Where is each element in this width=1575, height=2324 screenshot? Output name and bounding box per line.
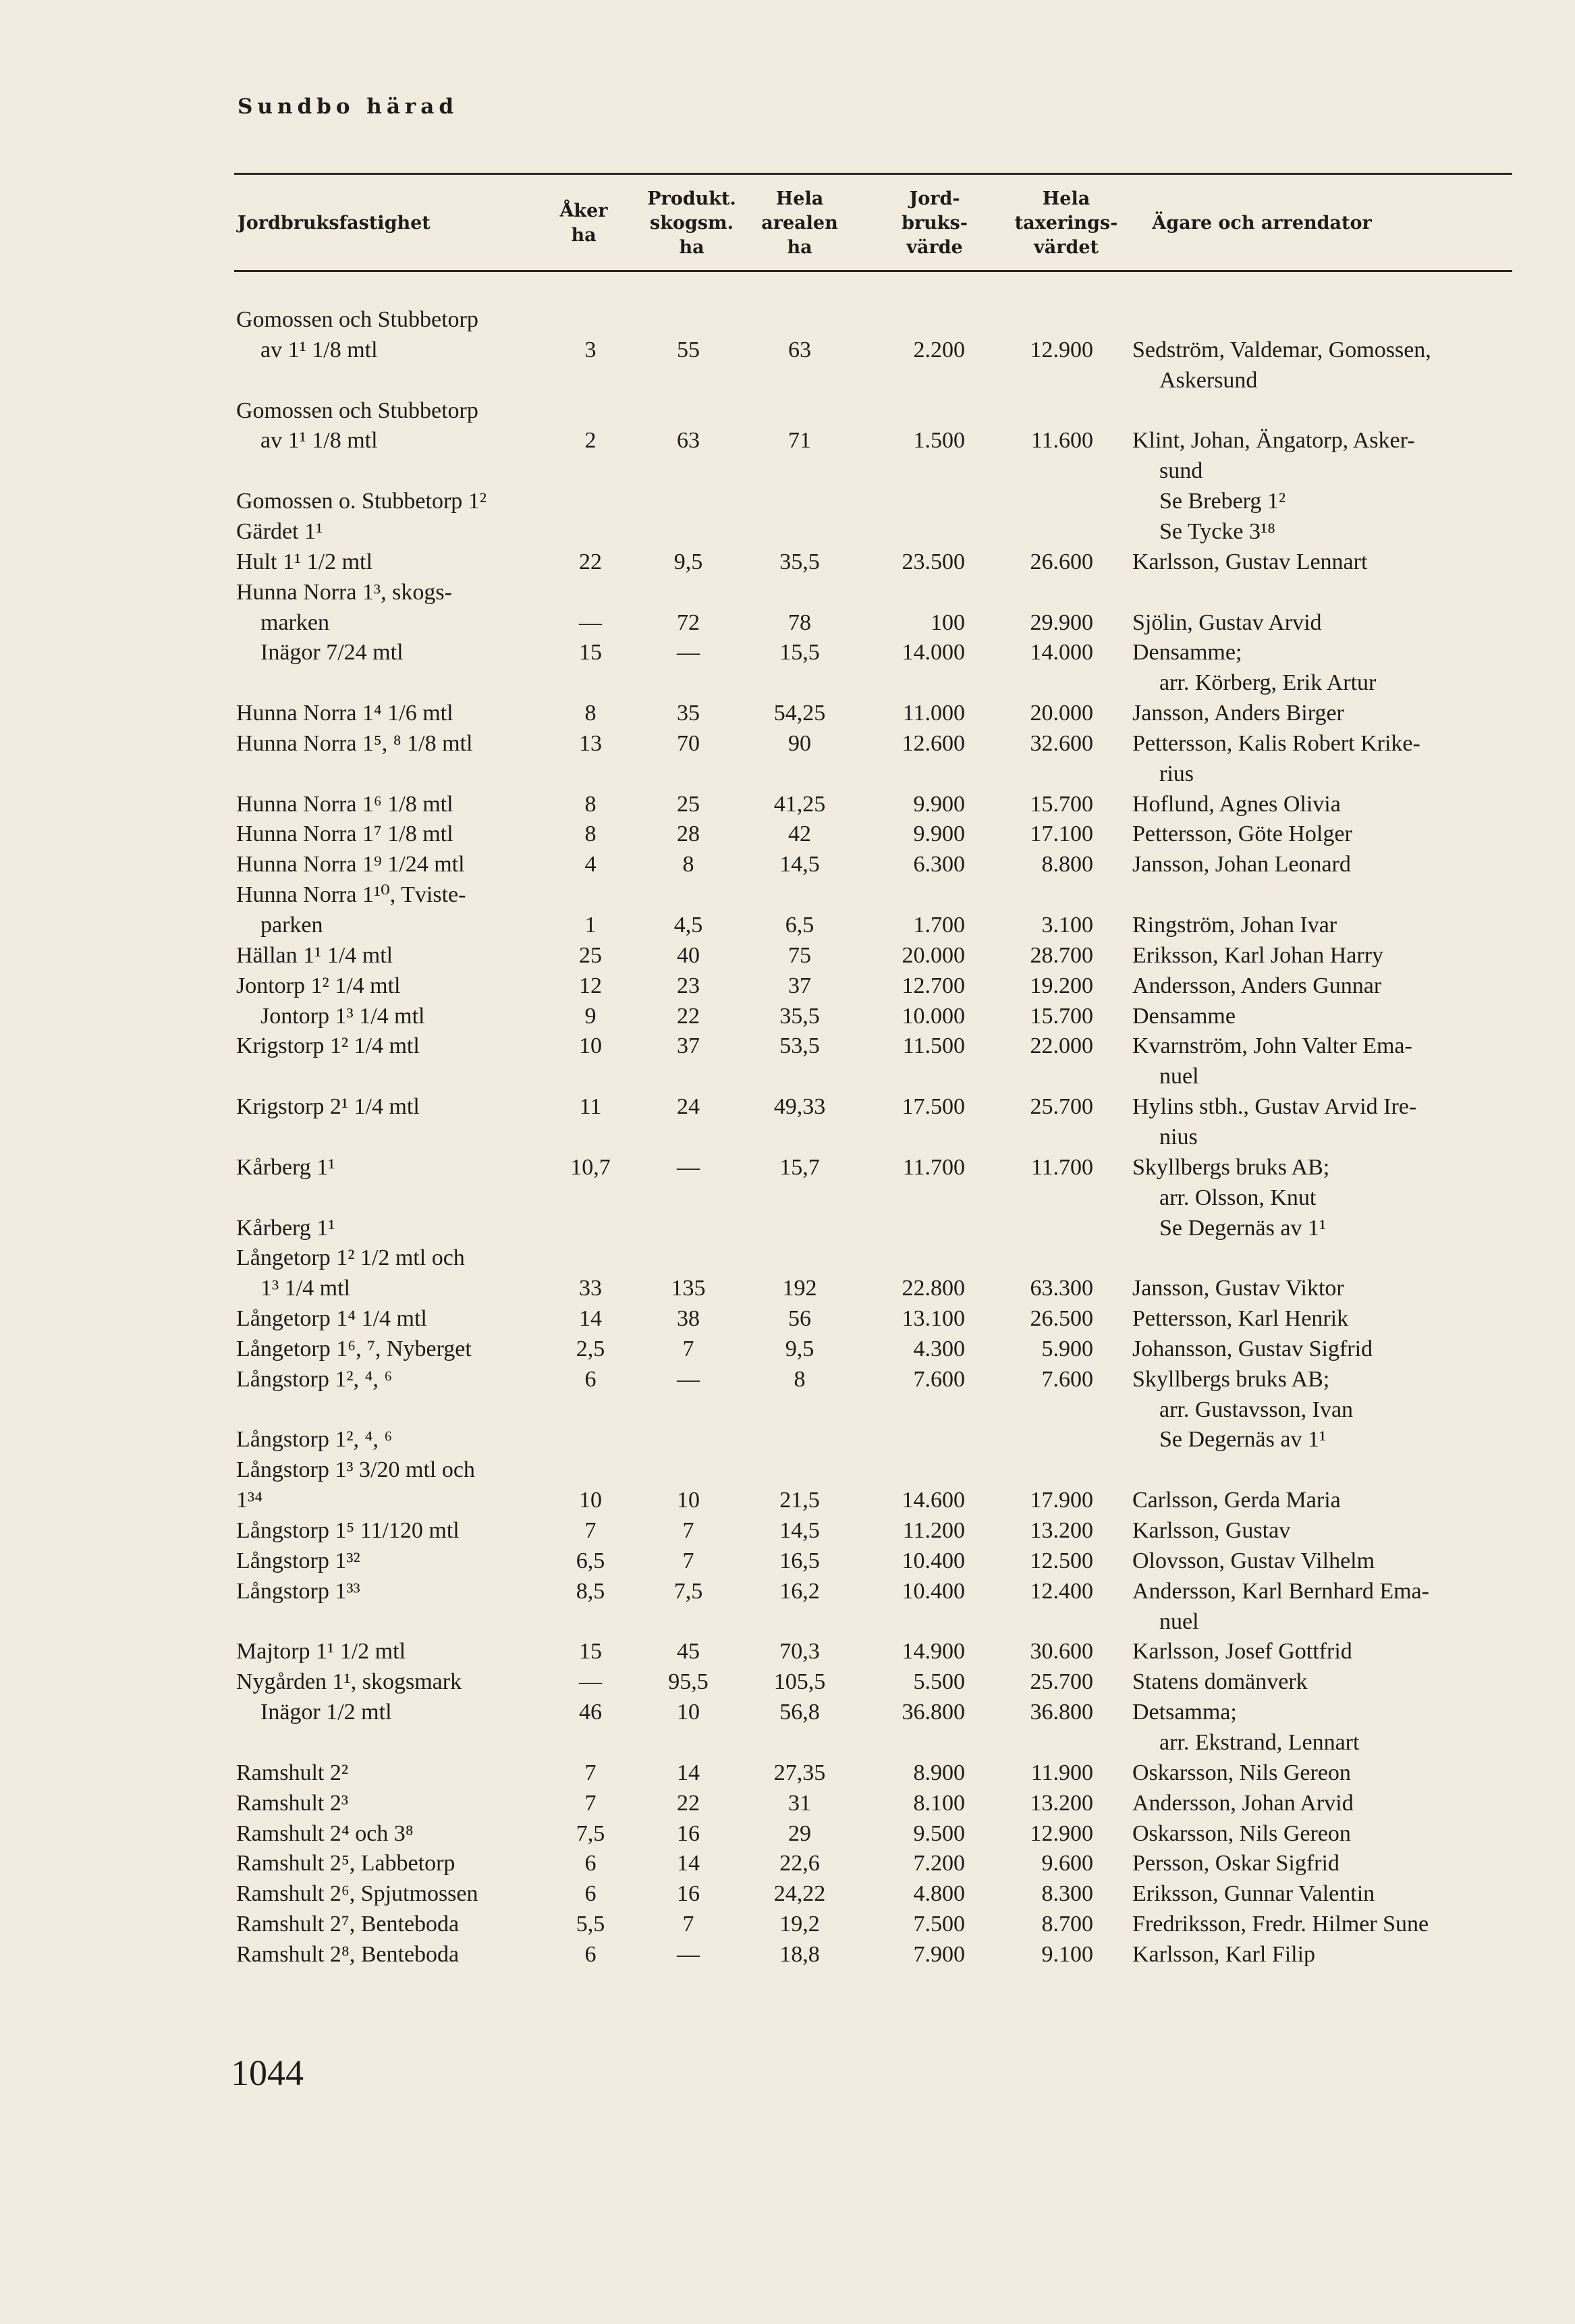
skog-cell: 63: [677, 428, 700, 454]
jv-cell: 23.500: [902, 549, 965, 574]
aker-cell: —: [579, 610, 602, 635]
skog-cell: 55: [677, 337, 700, 362]
property-cell: Långstorp 1³²: [236, 1548, 360, 1573]
jv-cell: 12.600: [902, 730, 965, 756]
property-cell: 1³ 1/4 mtl: [260, 1276, 350, 1301]
skog-cell: 35: [677, 701, 700, 726]
property-cell: parken: [260, 913, 323, 938]
tax-cell: 29.900: [1030, 610, 1093, 635]
areal-cell: 105,5: [773, 1669, 826, 1695]
skog-cell: —: [677, 1366, 700, 1392]
col-header-owner: [1127, 186, 1397, 261]
areal-cell: 192: [782, 1276, 817, 1301]
property-cell: av 1¹ 1/8 mtl: [260, 337, 378, 362]
property-cell: Majtorp 1¹ 1/2 mtl: [236, 1639, 406, 1665]
tax-cell: 28.700: [1030, 942, 1093, 968]
owner-cell: Johansson, Gustav Sigfrid: [1132, 1336, 1373, 1361]
property-cell: Inägor 7/24 mtl: [260, 640, 404, 666]
skog-cell: 16: [677, 1881, 700, 1907]
aker-cell: 1: [584, 913, 597, 938]
property-cell: 1³⁴: [236, 1488, 263, 1513]
owner-cell: Skyllbergs bruks AB;: [1132, 1154, 1330, 1180]
aker-cell: 5,5: [576, 1912, 605, 1937]
col-header-skog-line2: skogsm.: [650, 213, 734, 234]
areal-cell: 29: [788, 1820, 811, 1846]
property-cell: Ramshult 2⁵, Labbetorp: [236, 1851, 455, 1876]
jv-cell: 8.900: [913, 1760, 965, 1785]
areal-cell: 53,5: [779, 1033, 820, 1059]
property-cell: Hunna Norra 1³, skogs-: [236, 579, 452, 605]
tax-cell: 22.000: [1030, 1033, 1093, 1059]
tax-cell: 15.700: [1030, 791, 1093, 817]
owner-cell: Oskarsson, Nils Gereon: [1132, 1760, 1351, 1785]
jv-cell: 8.100: [913, 1790, 965, 1816]
skog-cell: 7: [682, 1518, 694, 1543]
aker-cell: 2: [584, 428, 597, 454]
skog-cell: —: [677, 1154, 700, 1180]
skog-cell: 135: [671, 1276, 706, 1301]
owner-cell: Se Degernäs av 1¹: [1159, 1215, 1327, 1241]
skog-cell: 10: [677, 1488, 700, 1513]
aker-cell: 12: [579, 973, 602, 998]
tax-cell: 8.800: [1041, 852, 1093, 877]
owner-cell: Densamme: [1132, 1003, 1236, 1029]
col-header-jv-line2: bruks-: [902, 213, 968, 234]
tax-cell: 3.100: [1041, 913, 1093, 938]
property-cell: Hällan 1¹ 1/4 mtl: [236, 942, 393, 968]
skog-cell: 45: [677, 1639, 700, 1665]
owner-cell: arr. Gustavsson, Ivan: [1159, 1397, 1354, 1422]
aker-cell: 2,5: [576, 1336, 605, 1361]
skog-cell: 70: [677, 730, 700, 756]
jv-cell: 14.000: [902, 640, 965, 666]
aker-cell: 6: [584, 1941, 597, 1967]
areal-cell: 90: [788, 730, 811, 756]
property-cell: Ramshult 2³: [236, 1790, 349, 1816]
tax-cell: 36.800: [1030, 1700, 1093, 1725]
jv-cell: 1.700: [913, 913, 965, 938]
owner-cell: Persson, Oskar Sigfrid: [1132, 1851, 1339, 1876]
tax-cell: 12.900: [1030, 1820, 1093, 1846]
owner-cell: Olovsson, Gustav Vilhelm: [1132, 1548, 1375, 1573]
owner-cell: Jansson, Gustav Viktor: [1132, 1276, 1344, 1301]
owner-cell: nius: [1159, 1124, 1198, 1150]
tax-cell: 13.200: [1030, 1518, 1093, 1543]
aker-cell: 7: [584, 1518, 597, 1543]
property-cell: Långetorp 1² 1/2 mtl och: [236, 1245, 465, 1271]
areal-cell: 35,5: [779, 549, 820, 574]
owner-cell: Karlsson, Karl Filip: [1132, 1941, 1316, 1967]
areal-cell: 8: [794, 1366, 806, 1392]
property-cell: Hunna Norra 1⁴ 1/6 mtl: [236, 701, 453, 726]
property-cell: Långetorp 1⁴ 1/4 mtl: [236, 1306, 427, 1332]
property-cell: Långstorp 1², ⁴, ⁶: [236, 1427, 393, 1453]
owner-cell: arr. Körberg, Erik Artur: [1159, 670, 1377, 696]
skog-cell: —: [677, 1941, 700, 1967]
owner-cell: Ringström, Johan Ivar: [1132, 913, 1337, 938]
areal-cell: 70,3: [779, 1639, 820, 1665]
tax-cell: 30.600: [1030, 1639, 1093, 1665]
tax-cell: 9.100: [1041, 1941, 1093, 1967]
areal-cell: 42: [788, 821, 811, 847]
tax-cell: 11.700: [1030, 1154, 1093, 1180]
skog-cell: 95,5: [668, 1669, 709, 1695]
col-header-areal-line3: ha: [787, 237, 812, 258]
areal-cell: 16,2: [779, 1578, 820, 1604]
running-head: Sundbo härad: [238, 94, 459, 119]
aker-cell: 10: [579, 1033, 602, 1059]
aker-cell: 46: [579, 1700, 602, 1725]
areal-cell: 24,22: [773, 1881, 826, 1907]
property-cell: Jontorp 1² 1/4 mtl: [236, 973, 401, 998]
property-cell: Gomossen och Stubbetorp: [236, 398, 478, 423]
owner-cell: Sedström, Valdemar, Gomossen,: [1132, 337, 1431, 362]
areal-cell: 16,5: [779, 1548, 820, 1573]
skog-cell: 16: [677, 1820, 700, 1846]
aker-cell: 33: [579, 1276, 602, 1301]
property-cell: Hunna Norra 1⁶ 1/8 mtl: [236, 791, 453, 817]
owner-cell: Jansson, Johan Leonard: [1132, 852, 1351, 877]
aker-cell: 4: [584, 852, 597, 877]
aker-cell: 7: [584, 1760, 597, 1785]
property-cell: Hunna Norra 1⁹ 1/24 mtl: [236, 852, 465, 877]
jv-cell: 11.500: [902, 1033, 965, 1059]
property-cell: Ramshult 2⁴ och 3⁸: [236, 1820, 414, 1846]
owner-cell: Klint, Johan, Ängatorp, Asker-: [1132, 428, 1415, 454]
tax-cell: 14.000: [1030, 640, 1093, 666]
skog-cell: 28: [677, 821, 700, 847]
jv-cell: 11.200: [902, 1518, 965, 1543]
jv-cell: 7.500: [913, 1912, 965, 1937]
skog-cell: 8: [682, 852, 694, 877]
jv-cell: 9.500: [913, 1820, 965, 1846]
aker-cell: 6: [584, 1366, 597, 1392]
col-header-aker-line2: ha: [571, 225, 597, 246]
col-header-tax-line3: värdet: [1034, 237, 1099, 258]
tax-cell: 26.500: [1030, 1306, 1093, 1332]
property-cell: marken: [260, 610, 329, 635]
owner-cell: Carlsson, Gerda Maria: [1132, 1488, 1341, 1513]
aker-cell: 22: [579, 549, 602, 574]
areal-cell: 18,8: [779, 1941, 820, 1967]
tax-cell: 17.100: [1030, 821, 1093, 847]
tax-cell: 8.700: [1041, 1912, 1093, 1937]
skog-cell: 23: [677, 973, 700, 998]
property-cell: Kårberg 1¹: [236, 1154, 335, 1180]
jv-cell: 7.200: [913, 1851, 965, 1876]
jv-cell: 36.800: [902, 1700, 965, 1725]
property-cell: Ramshult 2⁸, Benteboda: [236, 1941, 460, 1967]
areal-cell: 54,25: [773, 701, 826, 726]
col-header-aker-line1: Åker: [559, 200, 608, 221]
jv-cell: 4.800: [913, 1881, 965, 1907]
owner-cell: Eriksson, Karl Johan Harry: [1132, 942, 1384, 968]
owner-cell: Karlsson, Josef Gottfrid: [1132, 1639, 1352, 1665]
owner-cell: Detsamma;: [1132, 1700, 1237, 1725]
jv-cell: 9.900: [913, 791, 965, 817]
aker-cell: 8: [584, 821, 597, 847]
col-header-skog: [634, 186, 749, 261]
areal-cell: 63: [788, 337, 811, 362]
skog-cell: 4,5: [673, 913, 703, 938]
skog-cell: 9,5: [673, 549, 703, 574]
aker-cell: 10: [579, 1488, 602, 1513]
aker-cell: 6,5: [576, 1548, 605, 1573]
owner-cell: nuel: [1159, 1609, 1199, 1634]
jv-cell: 2.200: [913, 337, 965, 362]
areal-cell: 78: [788, 610, 811, 635]
owner-cell: Se Tycke 3¹⁸: [1159, 518, 1276, 544]
skog-cell: 40: [677, 942, 700, 968]
property-cell: Jontorp 1³ 1/4 mtl: [260, 1003, 425, 1029]
jv-cell: 11.700: [902, 1154, 965, 1180]
jv-cell: 6.300: [913, 852, 965, 877]
areal-cell: 71: [788, 428, 811, 454]
areal-cell: 6,5: [785, 913, 814, 938]
tax-cell: 8.300: [1041, 1881, 1093, 1907]
owner-cell: Karlsson, Gustav: [1132, 1518, 1291, 1543]
areal-cell: 37: [788, 973, 811, 998]
skog-cell: 7: [682, 1336, 694, 1361]
owner-cell: Andersson, Anders Gunnar: [1132, 973, 1382, 998]
col-header-skog-line3: ha: [679, 237, 704, 258]
aker-cell: 8: [584, 701, 597, 726]
jv-cell: 14.600: [902, 1488, 965, 1513]
tax-cell: 13.200: [1030, 1790, 1093, 1816]
jv-cell: 17.500: [902, 1094, 965, 1120]
owner-cell: Andersson, Karl Bernhard Ema-: [1132, 1578, 1429, 1604]
col-header-skog-line1: Produkt.: [647, 188, 736, 209]
skog-cell: 14: [677, 1760, 700, 1785]
col-header-jv: [877, 186, 992, 261]
tax-cell: 32.600: [1030, 730, 1093, 756]
jv-cell: 1.500: [913, 428, 965, 454]
areal-cell: 56,8: [779, 1700, 820, 1725]
skog-cell: 7: [682, 1912, 694, 1937]
property-cell: Långstorp 1⁵ 11/120 mtl: [236, 1518, 460, 1543]
skog-cell: 25: [677, 791, 700, 817]
tax-cell: 25.700: [1030, 1669, 1093, 1695]
col-header-tax-line1: Hela: [1042, 188, 1090, 209]
jv-cell: 10.000: [902, 1003, 965, 1029]
tax-cell: 20.000: [1030, 701, 1093, 726]
aker-cell: 6: [584, 1881, 597, 1907]
owner-cell: Jansson, Anders Birger: [1132, 701, 1344, 726]
areal-cell: 21,5: [779, 1488, 820, 1513]
jv-cell: 4.300: [913, 1336, 965, 1361]
property-cell: Ramshult 2⁶, Spjutmossen: [236, 1881, 478, 1907]
skog-cell: 24: [677, 1094, 700, 1120]
tax-cell: 11.600: [1030, 428, 1093, 454]
owner-cell: arr. Ekstrand, Lennart: [1159, 1729, 1360, 1755]
col-header-areal: [749, 186, 850, 261]
property-cell: Nygården 1¹, skogsmark: [236, 1669, 462, 1695]
owner-cell: Se Degernäs av 1¹: [1159, 1427, 1327, 1453]
col-header-jv-line1: Jord-: [909, 188, 960, 209]
jv-cell: 12.700: [902, 973, 965, 998]
aker-cell: 13: [579, 730, 602, 756]
tax-cell: 15.700: [1030, 1003, 1093, 1029]
skog-cell: 72: [677, 610, 700, 635]
property-cell: Ramshult 2⁷, Benteboda: [236, 1912, 460, 1937]
tax-cell: 26.600: [1030, 549, 1093, 574]
owner-cell: Pettersson, Karl Henrik: [1132, 1306, 1349, 1332]
aker-cell: 15: [579, 1639, 602, 1665]
jv-cell: 13.100: [902, 1306, 965, 1332]
tax-cell: 25.700: [1030, 1094, 1093, 1120]
areal-cell: 35,5: [779, 1003, 820, 1029]
property-cell: Långstorp 1³ 3/20 mtl och: [236, 1457, 475, 1483]
property-cell: Långstorp 1³³: [236, 1578, 360, 1604]
col-header-property: [238, 186, 460, 261]
owner-cell: Karlsson, Gustav Lennart: [1132, 549, 1368, 574]
col-header-areal-line2: arealen: [761, 213, 838, 234]
property-cell: Långstorp 1², ⁴, ⁶: [236, 1366, 393, 1392]
areal-cell: 14,5: [779, 1518, 820, 1543]
skog-cell: 7,5: [673, 1578, 703, 1604]
jv-cell: 10.400: [902, 1578, 965, 1604]
owner-cell: Oskarsson, Nils Gereon: [1132, 1820, 1351, 1846]
property-cell: Långetorp 1⁶, ⁷, Nyberget: [236, 1336, 472, 1361]
aker-cell: 3: [584, 337, 597, 362]
owner-cell: Pettersson, Kalis Robert Krike-: [1132, 730, 1420, 756]
tax-cell: 9.600: [1041, 1851, 1093, 1876]
areal-cell: 15,5: [779, 640, 820, 666]
areal-cell: 19,2: [779, 1912, 820, 1937]
areal-cell: 15,7: [779, 1154, 820, 1180]
owner-cell: Hoflund, Agnes Olivia: [1132, 791, 1341, 817]
tax-cell: 5.900: [1041, 1336, 1093, 1361]
owner-cell: Andersson, Johan Arvid: [1132, 1790, 1354, 1816]
areal-cell: 27,35: [773, 1760, 826, 1785]
tax-cell: 17.900: [1030, 1488, 1093, 1513]
owner-cell: Se Breberg 1²: [1159, 489, 1286, 514]
owner-cell: sund: [1159, 458, 1203, 484]
tax-cell: 12.900: [1030, 337, 1093, 362]
owner-cell: rius: [1159, 761, 1194, 786]
aker-cell: 7: [584, 1790, 597, 1816]
property-cell: Gärdet 1¹: [236, 518, 323, 544]
property-cell: Gomossen o. Stubbetorp 1²: [236, 489, 487, 514]
owner-cell: nuel: [1159, 1064, 1199, 1089]
jv-cell: 7.600: [913, 1366, 965, 1392]
owner-cell: Hylins stbh., Gustav Arvid Ire-: [1132, 1094, 1417, 1120]
aker-cell: 25: [579, 942, 602, 968]
property-cell: Hunna Norra 1¹⁰, Tviste-: [236, 882, 466, 908]
skog-cell: 37: [677, 1033, 700, 1059]
areal-cell: 41,25: [773, 791, 826, 817]
col-header-aker: [547, 186, 621, 261]
property-cell: av 1¹ 1/8 mtl: [260, 428, 378, 454]
header-top-rule: [234, 173, 1512, 175]
jv-cell: 7.900: [913, 1941, 965, 1967]
owner-cell: Askersund: [1159, 367, 1258, 393]
jv-cell: 10.400: [902, 1548, 965, 1573]
aker-cell: 14: [579, 1306, 602, 1332]
property-cell: Krigstorp 2¹ 1/4 mtl: [236, 1094, 420, 1120]
jv-cell: 11.000: [902, 701, 965, 726]
col-header-tax-line2: taxerings-: [1014, 213, 1118, 234]
skog-cell: 22: [677, 1790, 700, 1816]
jv-cell: 100: [931, 610, 965, 635]
areal-cell: 31: [788, 1790, 811, 1816]
property-cell: Inägor 1/2 mtl: [260, 1700, 392, 1725]
tax-cell: 12.400: [1030, 1578, 1093, 1604]
jv-cell: 20.000: [902, 942, 965, 968]
property-cell: Hunna Norra 1⁵, ⁸ 1/8 mtl: [236, 730, 473, 756]
areal-cell: 49,33: [773, 1094, 826, 1120]
property-cell: Kårberg 1¹: [236, 1215, 335, 1241]
aker-cell: 9: [584, 1003, 597, 1029]
skog-cell: 14: [677, 1851, 700, 1876]
areal-cell: 14,5: [779, 852, 820, 877]
page-number: 1044: [231, 2053, 304, 2093]
aker-cell: 11: [579, 1094, 602, 1120]
areal-cell: 22,6: [779, 1851, 820, 1876]
owner-cell: Skyllbergs bruks AB;: [1132, 1366, 1330, 1392]
skog-cell: —: [677, 640, 700, 666]
owner-cell: Fredriksson, Fredr. Hilmer Sune: [1132, 1912, 1429, 1937]
jv-cell: 14.900: [902, 1639, 965, 1665]
areal-cell: 56: [788, 1306, 811, 1332]
owner-cell: Statens domänverk: [1132, 1669, 1308, 1695]
aker-cell: 10,7: [570, 1154, 611, 1180]
col-header-property-label: Jordbruksfastighet: [238, 213, 431, 234]
tax-cell: 12.500: [1030, 1548, 1093, 1573]
col-header-tax: [999, 186, 1134, 261]
aker-cell: —: [579, 1669, 602, 1695]
col-header-jv-line3: värde: [906, 237, 963, 258]
jv-cell: 5.500: [913, 1669, 965, 1695]
aker-cell: 8,5: [576, 1578, 605, 1604]
col-header-owner-label: Ägare och arrendator: [1152, 213, 1372, 234]
owner-cell: Kvarnström, John Valter Ema-: [1132, 1033, 1412, 1059]
owner-cell: Sjölin, Gustav Arvid: [1132, 610, 1322, 635]
owner-cell: Eriksson, Gunnar Valentin: [1132, 1881, 1375, 1907]
col-header-areal-line1: Hela: [775, 188, 824, 209]
aker-cell: 7,5: [576, 1820, 605, 1846]
property-cell: Gomossen och Stubbetorp: [236, 307, 478, 332]
areal-cell: 9,5: [785, 1336, 814, 1361]
skog-cell: 7: [682, 1548, 694, 1573]
property-cell: Krigstorp 1² 1/4 mtl: [236, 1033, 420, 1059]
property-cell: Hunna Norra 1⁷ 1/8 mtl: [236, 821, 453, 847]
skog-cell: 38: [677, 1306, 700, 1332]
owner-cell: Pettersson, Göte Holger: [1132, 821, 1352, 847]
header-bottom-rule: [234, 270, 1512, 272]
aker-cell: 15: [579, 640, 602, 666]
aker-cell: 8: [584, 791, 597, 817]
areal-cell: 75: [788, 942, 811, 968]
jv-cell: 22.800: [902, 1276, 965, 1301]
property-cell: Ramshult 2²: [236, 1760, 349, 1785]
owner-cell: Densamme;: [1132, 640, 1242, 666]
aker-cell: 6: [584, 1851, 597, 1876]
jv-cell: 9.900: [913, 821, 965, 847]
skog-cell: 22: [677, 1003, 700, 1029]
tax-cell: 11.900: [1030, 1760, 1093, 1785]
skog-cell: 10: [677, 1700, 700, 1725]
owner-cell: arr. Olsson, Knut: [1159, 1185, 1317, 1210]
property-cell: Hult 1¹ 1/2 mtl: [236, 549, 372, 574]
tax-cell: 19.200: [1030, 973, 1093, 998]
tax-cell: 63.300: [1030, 1276, 1093, 1301]
tax-cell: 7.600: [1041, 1366, 1093, 1392]
